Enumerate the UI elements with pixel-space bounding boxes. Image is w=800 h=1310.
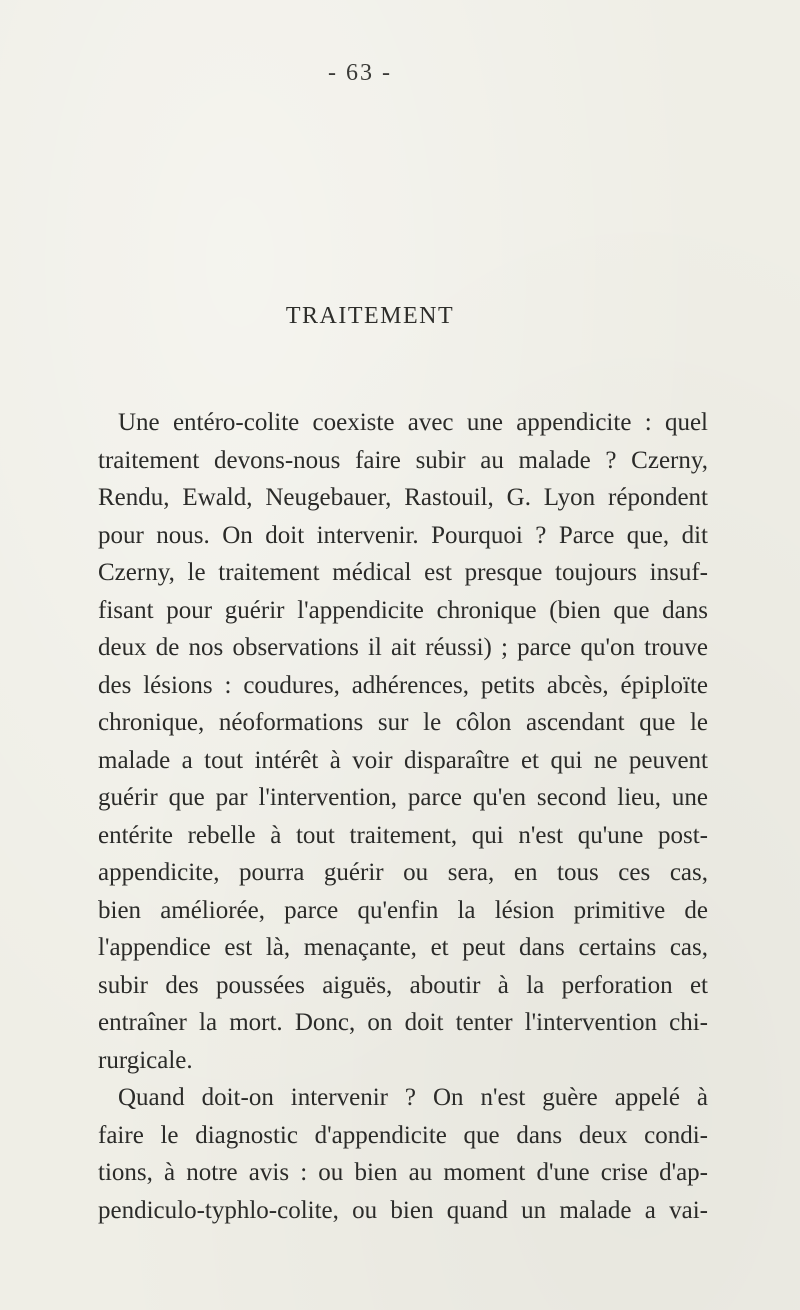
text-line: pour nous. On doit intervenir. Pourquoi ? Parce que, dit [98, 521, 708, 549]
text-line: subir des poussées aiguës, aboutir à la perforation et [98, 971, 708, 999]
text-line: entérite rebelle à tout traitement, qui n'est qu'une post- [98, 821, 708, 849]
text-line: chronique, néoformations sur le côlon ascendant que le [98, 709, 708, 736]
text-line: pendiculo-typhlo-colite, ou bien quand un malade a vai- [98, 1196, 708, 1224]
text-line: faire le diagnostic d'appendicite que dans deux condi- [98, 1121, 708, 1149]
text-line: fisant pour guérir l'appendicite chronique (bien que dans [98, 596, 708, 624]
text-line: guérir que par l'intervention, parce qu'en second lieu, une [98, 784, 708, 811]
text-line: Quand doit-on intervenir ? On n'est guère appelé à [118, 1084, 708, 1111]
text-line: bien améliorée, parce qu'enfin la lésion primitive de [98, 896, 708, 924]
text-line: Czerny, le traitement médical est presque toujours insuf- [98, 559, 708, 586]
text-line: traitement devons-nous faire subir au malade ? Czerny, [98, 446, 708, 474]
body-text [98, 404, 708, 1229]
text-line: entraîner la mort. Donc, on doit tenter l'intervention chi- [98, 1009, 708, 1036]
text-line: malade a tout intérêt à voir disparaître et qui ne peuvent [98, 746, 708, 774]
text-line: appendicite, pourra guérir ou sera, en tous ces cas, [98, 859, 708, 886]
text-line: Rendu, Ewald, Neugebauer, Rastouil, G. Lyon répondent [98, 484, 708, 511]
text-line: l'appendice est là, menaçante, et peut dans certains cas, [98, 934, 708, 961]
text-line: deux de nos observations il ait réussi) ; parce qu'on trouve [98, 634, 708, 661]
text-line: rurgicale. [98, 1046, 193, 1074]
text-line: des lésions : coudures, adhérences, petits abcès, épiploïte [98, 671, 708, 699]
text-line: Une entéro-colite coexiste avec une appendicite : quel [118, 409, 708, 436]
section-heading: TRAITEMENT [285, 303, 455, 329]
page-number: - 63 - [328, 60, 392, 86]
text-line: tions, à notre avis : ou bien au moment d'une crise d'ap- [98, 1159, 708, 1186]
